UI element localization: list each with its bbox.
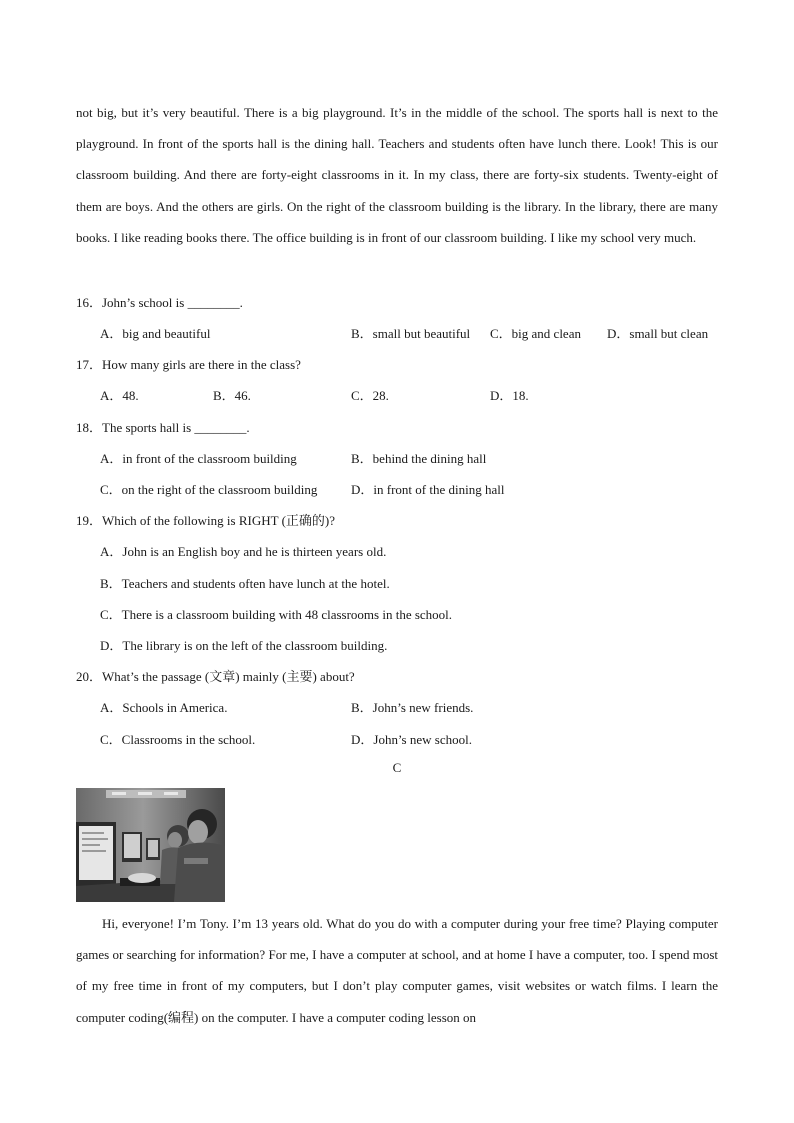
question-18-option-b: B．behind the dining hall (351, 451, 487, 466)
boys-at-computers-photo (76, 788, 225, 902)
question-19-option-a: A．John is an English boy and he is thirteen years old. (100, 544, 387, 559)
question-19-option-b: B．Teachers and students often have lunch at the hotel. (100, 576, 390, 591)
question-16: 16．John’s school is ________. (76, 295, 243, 310)
question-17-option-b: B．46. (213, 388, 251, 403)
question-17-option-c: C．28. (351, 388, 389, 403)
question-18-option-a: A．in front of the classroom building (100, 451, 297, 466)
question-20-option-d: D．John’s new school. (351, 732, 472, 747)
question-16-option-b: B．small but beautiful (351, 326, 471, 341)
question-20-option-c: C．Classrooms in the school. (100, 732, 256, 747)
question-20: 20．What’s the passage (文章) mainly (主要) about? (76, 669, 355, 684)
question-16-option-a: A．big and beautiful (100, 326, 211, 341)
question-20-option-b: B．John’s new friends. (351, 700, 474, 715)
passage-b-text: not big, but it’s very beautiful. There is a big playground. It’s in the middle of the school. The sports hall is next to the playground. In front of the sports hall is the dining hall. Teachers and students often have lunch there. Look! This is our classroom building. And there are forty-eight classrooms in it. In my class, there are forty-six students. Twenty-eight of them are boys. And the others are girls. On the right of the classroom building is the library. In the library, there are many books. I like reading books there. The office building is in front of our classroom building. I like my school very much. (76, 105, 718, 245)
question-20-option-a: A．Schools in America. (100, 700, 228, 715)
question-18-option-c: C．on the right of the classroom building (100, 482, 318, 497)
question-17-option-a: A．48. (100, 388, 139, 403)
passage-c-text (76, 908, 718, 1033)
question-16-option-c: C．big and clean (490, 326, 581, 341)
passage-c-body: Hi, everyone! I’m Tony. I’m 13 years old. What do you do with a computer during your free time? Playing computer games or searching for information? For me, I have a computer at school, and at home I have a computer, too. I spend most of my free time in front of my computers, but I don’t play computer games, visit websites or watch films. I learn the computer coding(编程) on the computer. I have a computer coding lesson on (76, 916, 718, 1025)
question-16-option-d: D．small but clean (607, 326, 709, 341)
question-19-option-d: D．The library is on the left of the classroom building. (100, 638, 388, 653)
question-18: 18．The sports hall is ________. (76, 420, 250, 435)
question-19-option-c: C．There is a classroom building with 48 classrooms in the school. (100, 607, 453, 622)
question-19: 19．Which of the following is RIGHT (正确的)? (76, 513, 335, 528)
section-c-heading: C (392, 760, 402, 775)
question-18-option-d: D．in front of the dining hall (351, 482, 505, 497)
question-17-option-d: D．18. (490, 388, 529, 403)
question-17: 17．How many girls are there in the class? (76, 357, 301, 372)
